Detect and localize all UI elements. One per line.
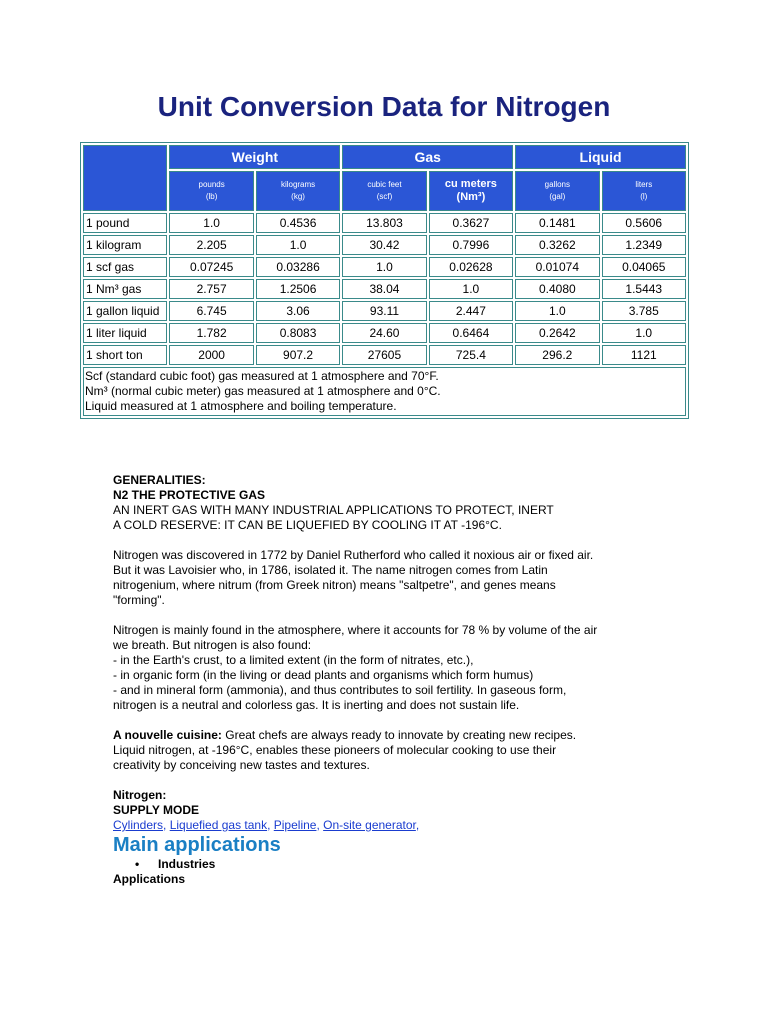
supply-heading: Nitrogen: (113, 788, 167, 802)
table-cell: 0.03286 (256, 257, 340, 277)
cuisine-heading: A nouvelle cuisine: (113, 728, 222, 742)
table-cell: 93.11 (342, 301, 426, 321)
unit-header-cu-meters: cu meters (Nm³) (429, 171, 513, 211)
table-notes (83, 367, 686, 416)
table-cell: 1121 (602, 345, 686, 365)
table-row (83, 279, 686, 299)
occurrence-line: nitrogen is a neutral and colorless gas. It is inerting and does not sustain life. (113, 698, 520, 712)
table-cell: 1.2349 (602, 235, 686, 255)
table-cell: 0.02628 (429, 257, 513, 277)
table-cell: 1.0 (169, 213, 253, 233)
note-nm3: Nm³ (normal cubic meter) gas measured at 1 atmosphere and 0°C. (85, 384, 441, 398)
cuisine-line-3: creativity by conceiving new tastes and textures. (113, 758, 370, 772)
table-cell: 24.60 (342, 323, 426, 343)
unit-header-pounds: pounds (lb) (169, 171, 253, 211)
row-label: 1 scf gas (83, 257, 167, 277)
table-cell: 38.04 (342, 279, 426, 299)
conversion-table (80, 142, 689, 419)
row-label: 1 short ton (83, 345, 167, 365)
table-row (83, 323, 686, 343)
link-liquefied-gas-tank[interactable]: Liquefied gas tank (169, 818, 268, 832)
generalities-line-1: AN INERT GAS WITH MANY INDUSTRIAL APPLICATIONS TO PROTECT, INERT (113, 503, 554, 517)
history-line: nitrogenium, where nitrum (from Greek nitron) means "saltpetre", and genes means (113, 578, 556, 592)
table-cell: 1.0 (429, 279, 513, 299)
table-cell: 907.2 (256, 345, 340, 365)
occurrence-line: we breath. But nitrogen is also found: (113, 638, 312, 652)
table-cell: 30.42 (342, 235, 426, 255)
table-cell: 0.7996 (429, 235, 513, 255)
cuisine-line-1: Great chefs are always ready to innovate by creating new recipes. (221, 728, 577, 742)
note-scf: Scf (standard cubic foot) gas measured at 1 atmosphere and 70°F. (85, 369, 439, 383)
table-cell: 0.2642 (515, 323, 599, 343)
table-cell: 0.1481 (515, 213, 599, 233)
list-item-label: Industries (158, 857, 216, 871)
unit-header-cubic-feet: cubic feet (scf) (342, 171, 426, 211)
unit-header-liters: liters (l) (602, 171, 686, 211)
occurrence-line: Nitrogen is mainly found in the atmosphere, where it accounts for 78 % by volume of the air (113, 623, 598, 637)
occurrence-line: - in organic form (in the living or dead plants and organisms which form humus) (113, 668, 534, 682)
table-cell: 2.757 (169, 279, 253, 299)
table-cell: 0.4080 (515, 279, 599, 299)
table-cell: 0.04065 (602, 257, 686, 277)
table-cell: 1.5443 (602, 279, 686, 299)
history-line: But it was Lavoisier who, in 1786, isolated it. The name nitrogen comes from Latin (113, 563, 548, 577)
generalities-heading: GENERALITIES: (113, 473, 206, 487)
table-cell: 2.447 (429, 301, 513, 321)
table-cell: 13.803 (342, 213, 426, 233)
list-item (113, 857, 673, 872)
table-cell: 0.07245 (169, 257, 253, 277)
unit-header-kilograms: kilograms (kg) (256, 171, 340, 211)
group-header-row (83, 145, 686, 169)
table-cell: 0.6464 (429, 323, 513, 343)
table-cell: 1.782 (169, 323, 253, 343)
table-row (83, 257, 686, 277)
main-applications-heading: Main applications (113, 834, 281, 856)
page-title: Unit Conversion Data for Nitrogen (157, 91, 611, 122)
notes-row (83, 367, 686, 416)
generalities-line-2: A COLD RESERVE: IT CAN BE LIQUEFIED BY COOLING IT AT -196°C. (113, 518, 502, 532)
unit-header-gallons: gallons (gal) (515, 171, 599, 211)
row-label: 1 Nm³ gas (83, 279, 167, 299)
applications-subheading: Applications (113, 872, 186, 886)
table-row (83, 213, 686, 233)
corner-cell (83, 145, 167, 211)
group-header-liquid: Liquid (515, 145, 686, 169)
supply-links: Cylinders, Liquefied gas tank, Pipeline, On-site generator, (113, 818, 420, 832)
link-cylinders[interactable]: Cylinders (113, 818, 164, 832)
table-cell: 0.01074 (515, 257, 599, 277)
unit-header-row (83, 171, 686, 211)
group-header-weight: Weight (169, 145, 340, 169)
bullet-icon: • (135, 857, 140, 871)
cuisine-line-2: Liquid nitrogen, at -196°C, enables these pioneers of molecular cooking to use their (113, 743, 557, 757)
table-cell: 0.3627 (429, 213, 513, 233)
supply-subheading: SUPPLY MODE (113, 803, 200, 817)
table-cell: 296.2 (515, 345, 599, 365)
article-content (113, 473, 673, 887)
table-cell: 1.0 (515, 301, 599, 321)
table-cell: 1.0 (256, 235, 340, 255)
note-liquid: Liquid measured at 1 atmosphere and boiling temperature. (85, 399, 397, 413)
table-cell: 2.205 (169, 235, 253, 255)
table-cell: 3.06 (256, 301, 340, 321)
group-header-gas: Gas (342, 145, 513, 169)
row-label: 1 liter liquid (83, 323, 167, 343)
table-cell: 1.0 (602, 323, 686, 343)
row-label: 1 kilogram (83, 235, 167, 255)
occurrence-line: - in the Earth's crust, to a limited extent (in the form of nitrates, etc.), (113, 653, 474, 667)
table-cell: 1.0 (342, 257, 426, 277)
link-pipeline[interactable]: Pipeline (273, 818, 317, 832)
table-row (83, 301, 686, 321)
table-cell: 2000 (169, 345, 253, 365)
table-body (83, 213, 686, 365)
cuisine-paragraph (113, 728, 673, 743)
link-on-site-generator[interactable]: On-site generator (323, 818, 416, 832)
table-cell: 0.5606 (602, 213, 686, 233)
table-cell: 3.785 (602, 301, 686, 321)
table-cell: 0.3262 (515, 235, 599, 255)
table-cell: 1.2506 (256, 279, 340, 299)
applications-list (113, 857, 673, 872)
table-cell: 725.4 (429, 345, 513, 365)
table-row (83, 345, 686, 365)
history-line: "forming". (113, 593, 165, 607)
table-cell: 27605 (342, 345, 426, 365)
table-row (83, 235, 686, 255)
table-cell: 0.8083 (256, 323, 340, 343)
history-line: Nitrogen was discovered in 1772 by Daniel Rutherford who called it noxious air or fixed air. (113, 548, 594, 562)
table-cell: 6.745 (169, 301, 253, 321)
row-label: 1 gallon liquid (83, 301, 167, 321)
row-label: 1 pound (83, 213, 167, 233)
occurrence-line: - and in mineral form (ammonia), and thus contributes to soil fertility. In gaseous form, (113, 683, 567, 697)
generalities-subheading: N2 THE PROTECTIVE GAS (113, 488, 266, 502)
table-cell: 0.4536 (256, 213, 340, 233)
